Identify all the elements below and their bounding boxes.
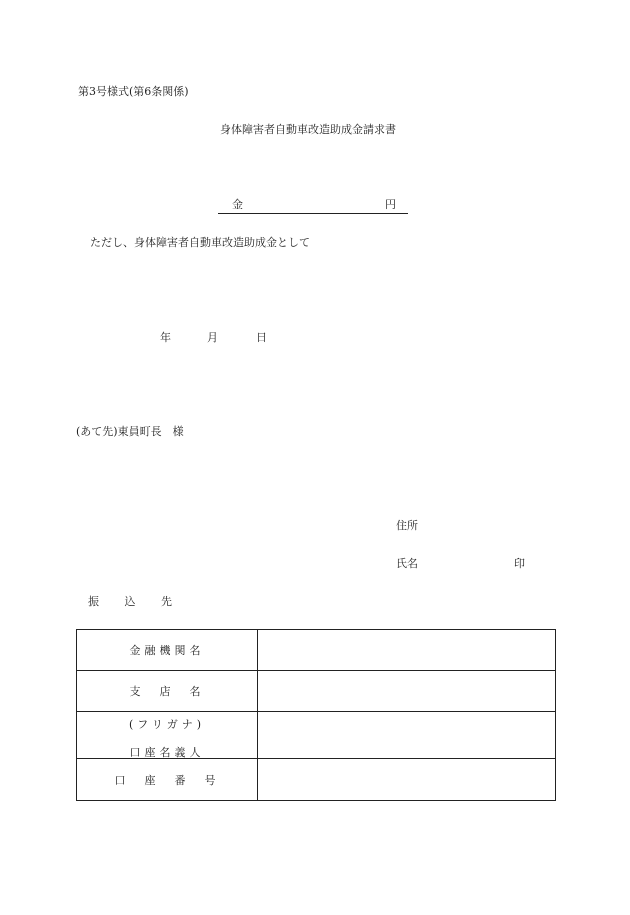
account-holder-field[interactable] [258, 712, 556, 759]
transfer-heading-char: 振 [88, 595, 99, 608]
account-number-label-cell [77, 759, 258, 801]
transfer-heading [88, 596, 194, 607]
amount-unit: 円 [385, 198, 396, 211]
table-row [77, 630, 556, 671]
addressee: (あて先)東員町長 様 [76, 425, 184, 438]
bank-name-field[interactable] [258, 630, 556, 671]
bank-name-label: 金融機関名 [129, 644, 205, 657]
date-year-label: 年 [160, 331, 171, 344]
amount-line [218, 199, 408, 214]
account-number-label: 口 座 番 号 [114, 773, 220, 787]
table-row [77, 671, 556, 712]
branch-name-field[interactable] [258, 671, 556, 712]
date-day-label: 日 [256, 331, 267, 344]
document-title: 身体障害者自動車改造助成金請求書 [220, 123, 396, 136]
bank-name-label-cell [77, 630, 258, 671]
form-number: 第3号様式(第6条関係) [78, 85, 189, 98]
address-label: 住所 [396, 519, 418, 532]
branch-name-label: 支 店 名 [129, 685, 205, 698]
seal-label: 印 [514, 557, 525, 570]
transfer-heading-char: 込 [124, 595, 136, 608]
table-row [77, 759, 556, 801]
bank-transfer-table [76, 629, 556, 801]
date-month-label: 月 [207, 331, 218, 344]
account-holder-label: 口座名義人 [129, 746, 205, 759]
furigana-label: (フリガナ) [128, 718, 206, 731]
name-label: 氏名 [396, 557, 418, 570]
transfer-heading-char: 先 [161, 595, 172, 608]
account-holder-label-cell [77, 712, 258, 759]
branch-name-label-cell [77, 671, 258, 712]
proviso-text: ただし、身体障害者自動車改造助成金として [90, 236, 310, 249]
amount-prefix: 金 [232, 198, 243, 211]
table-row [77, 712, 556, 759]
account-number-field[interactable] [258, 759, 556, 801]
